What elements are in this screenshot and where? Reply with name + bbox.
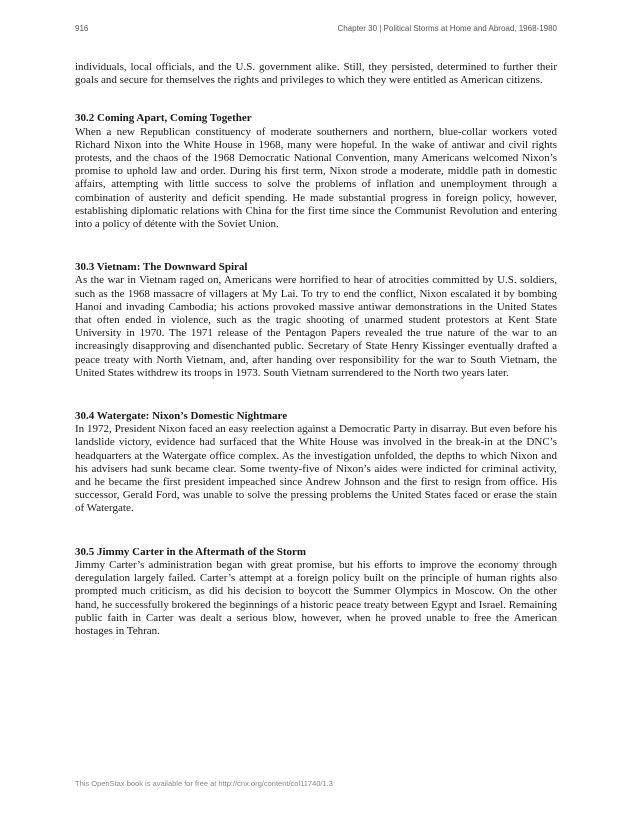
section-30-2	[75, 112, 557, 231]
section-title: 30.5 Jimmy Carter in the Aftermath of the Storm	[75, 545, 307, 558]
section-30-5	[75, 546, 557, 638]
section-body: Jimmy Carter’s administration began with great promise, but his efforts to improve the economy through deregulation largely failed. Carter’s attempt at a foreign policy built on the principle of human rights also prompted much criticism, as did his decision to boycott the Summer Olympics in Moscow. On the other hand, he successfully brokered the beginnings of a historic peace treaty between Egypt and Israel. Remaining public faith in Carter was dealt a serious blow, however, when he proved unable to free the American hostages in Tehran.	[75, 558, 557, 637]
section-30-4	[75, 410, 557, 516]
section-body: As the war in Vietnam raged on, Americans were horrified to hear of atrocities committed by U.S. soldiers, such as the 1968 massacre of villagers at My Lai. To try to end the conflict, Nixon escalated it by bombing Hanoi and invading Cambodia; his actions provoked massive antiwar demonstrations in the United States that often ended in violence, such as the tragic shooting of unarmed student protestors at Kent State University in 1970. The 1971 release of the Pentagon Papers revealed the true nature of the war to an increasingly disapproving and disenchanted public. Secretary of State Henry Kissinger eventually drafted a peace treaty with North Vietnam, and, after handing over responsibility for the war to South Vietnam, the United States withdrew its troops in 1973. South Vietnam surrendered to the North two years later.	[75, 274, 557, 379]
footer-note: This OpenStax book is available for free at http://cnx.org/content/col11740/1.3	[75, 779, 333, 788]
page-number: 916	[75, 24, 89, 33]
intro-paragraph: individuals, local officials, and the U.S. government alike. Still, they persisted, determined to further their goals and secure for themselves the rights and privileges to which they were entitled as American citizens.	[75, 61, 557, 87]
section-body: In 1972, President Nixon faced an easy reelection against a Democratic Party in disarray. But even before his landslide victory, evidence had surfaced that the White House was involved in the break-in at the DNC’s headquarters at the Watergate office complex. As the investigation unfolded, the depths to which Nixon and his advisers had sunk became clear. Some twenty-five of Nixon’s aides were indicted for criminal activity, and he became the first president impeached since Andrew Johnson and the first to resign from office. His successor, Gerald Ford, was unable to solve the pressing problems the United States faced or erase the stain of Watergate.	[75, 423, 557, 515]
section-body: When a new Republican constituency of moderate southerners and northern, blue-collar workers voted Richard Nixon into the White House in 1968, many were hopeful. In the wake of antiwar and civil rights protests, and the chaos of the 1968 Democratic National Convention, many Americans welcomed Nixon’s promise to uphold law and order. During his first term, Nixon strode a moderate, middle path in domestic affairs, attempting with little success to solve the problems of inflation and unemployment through a combination of austerity and deficit spending. He made substantial progress in foreign policy, however, establishing diplomatic relations with China for the first time since the Communist Revolution and entering into a policy of détente with the Soviet Union.	[75, 125, 557, 231]
page-content	[75, 61, 557, 638]
section-title: 30.4 Watergate: Nixon’s Domestic Nightmare	[75, 410, 288, 423]
chapter-title: Chapter 30 | Political Storms at Home and Abroad, 1968-1980	[337, 24, 557, 33]
section-30-3	[75, 261, 557, 380]
section-title: 30.2 Coming Apart, Coming Together	[75, 112, 252, 125]
running-header	[75, 24, 557, 36]
section-title: 30.3 Vietnam: The Downward Spiral	[75, 261, 248, 274]
